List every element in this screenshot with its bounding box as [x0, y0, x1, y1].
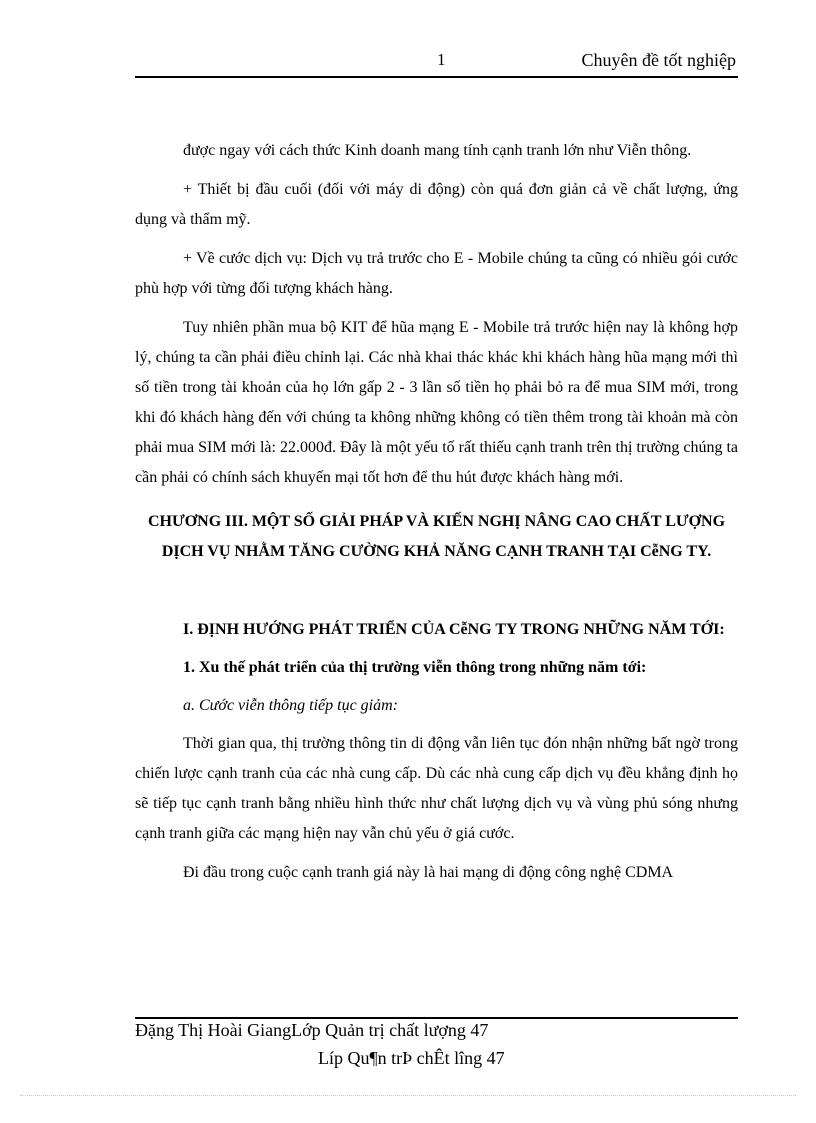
paragraph-5: Thời gian qua, thị trường thông tin di động vẫn liên tục đón nhận những bất ngờ trong chiến lược cạnh tranh của các nhà cung cấp. Dù các nhà cung cấp dịch vụ đều khẳng định họ sẽ tiếp tục cạnh tranh bằng nhiều hình thức như chất lượng dịch vụ và vùng phủ sóng nhưng cạnh tranh giữa các mạng hiện nay vẫn chủ yếu ở giá cước.	[135, 735, 738, 842]
paragraph-1: được ngay với cách thức Kinh doanh mang tính cạnh tranh lớn như Viễn thông.	[183, 142, 692, 159]
subsubsection-heading: a. Cước viễn thông tiếp tục giảm:	[183, 697, 398, 714]
header-title: Chuyên đề tốt nghiệp	[581, 50, 736, 70]
paragraph-4: Tuy nhiên phần mua bộ KIT để hũa mạng E - Mobile trả trước hiện nay là không hợp lý, chúng ta cần phải điều chỉnh lại. Các nhà khai thác khác khi khách hàng hũa mạng mới thì số tiền trong tài khoản của họ lớn gấp 2 - 3 lần số tiền họ phải bỏ ra để mua SIM mới, trong khi đó khách hàng đến với chúng ta không những không có tiền thêm trong tài khoản mà còn phải mua SIM mới là: 22.000đ. Đây là một yếu tố rất thiếu cạnh tranh trên thị trường chúng ta cần phải có chính sách khuyến mại tốt hơn để thu hút được khách hàng mới.	[135, 319, 738, 486]
paragraph-6: Đi đầu trong cuộc cạnh tranh giá này là hai mạng di động công nghệ CDMA	[183, 864, 674, 881]
paragraph-3: + Về cước dịch vụ: Dịch vụ trả trước cho E - Mobile chúng ta cũng có nhiều gói cước phù hợp với từng đối tượng khách hàng.	[135, 250, 738, 297]
page-number: 1	[437, 50, 446, 69]
page-body	[135, 136, 738, 897]
page-bottom-dotted-line	[20, 1095, 796, 1096]
footer-class-line: Líp Qu¶n trÞ chÊt lîng 47	[318, 1048, 505, 1068]
footer-divider	[135, 1017, 738, 1019]
page-header	[135, 48, 738, 76]
footer-author-line: Đặng Thị Hoài GiangLớp Quản trị chất lượng 47	[135, 1020, 489, 1040]
chapter-heading: CHƯƠNG III. MỘT SỐ GIẢI PHÁP VÀ KIẾN NGHỊ NÂNG CAO CHẤT LƯỢNG DỊCH VỤ NHẰM TĂNG CƯỜNG KHẢ NĂNG CẠNH TRANH TẠI CễNG TY.	[147, 513, 726, 560]
header-divider	[135, 76, 738, 78]
spacer	[135, 567, 738, 615]
subsection-heading: 1. Xu thế phát triển của thị trường viễn thông trong những năm tới:	[183, 659, 647, 676]
section-heading: I. ĐỊNH HƯỚNG PHÁT TRIỂN CỦA CễNG TY TRONG NHỮNG NĂM TỚI:	[183, 621, 725, 638]
paragraph-2: + Thiết bị đầu cuối (đối với máy di động) còn quá đơn giản cả về chất lượng, ứng dụng và thẩm mỹ.	[135, 181, 738, 228]
